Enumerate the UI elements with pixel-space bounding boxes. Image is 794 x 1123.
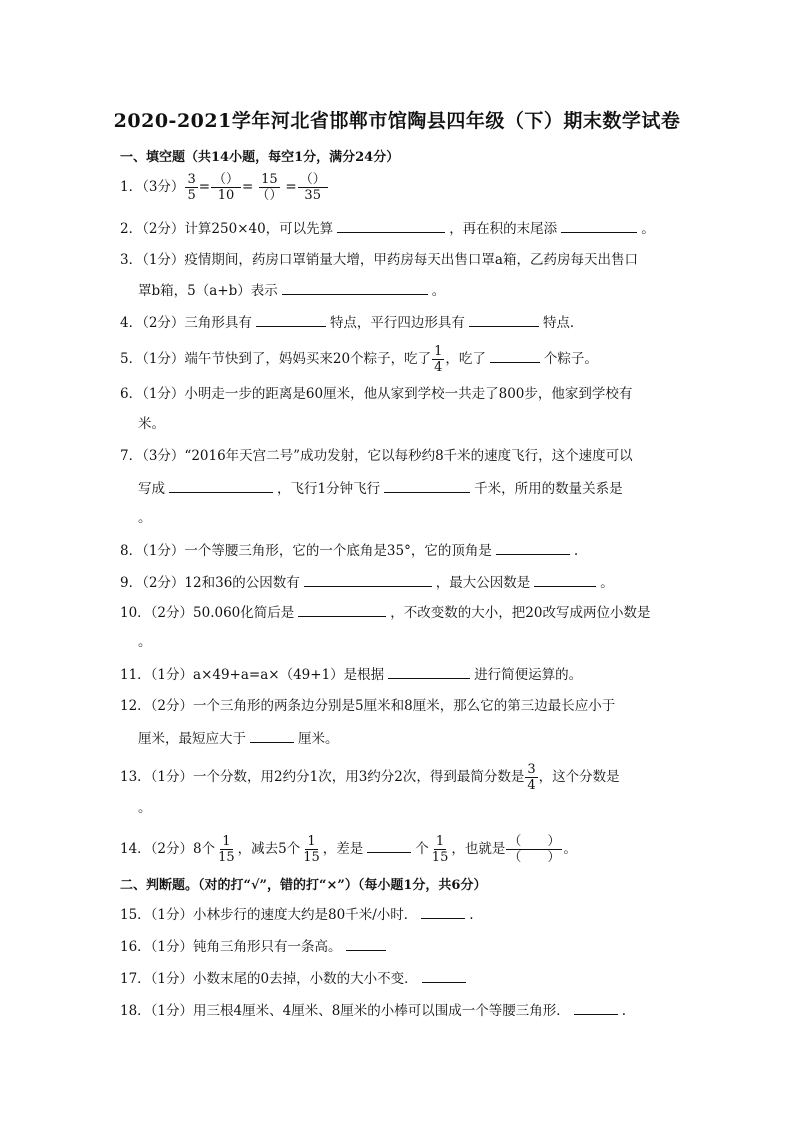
question-6-cont: 米。 bbox=[138, 416, 165, 432]
answer-blank[interactable] bbox=[574, 1000, 618, 1015]
fraction-blank[interactable]: $\frac{( )}{( )}$ bbox=[508, 834, 561, 865]
answer-blank[interactable] bbox=[169, 478, 273, 493]
answer-blank[interactable] bbox=[256, 312, 326, 327]
question-15: 15．（1分）小林步行的速度大约是80千米/小时． . bbox=[120, 904, 680, 925]
question-13-cont: 。 bbox=[138, 800, 152, 816]
question-2: 2．（2分）计算250×40，可以先算 ，再在积的末尾添 。 bbox=[120, 218, 680, 239]
question-11: 11．（1分）a×49+a=a×（49+1）是根据 进行简便运算的。 bbox=[120, 664, 680, 685]
question-7-cont2: 。 bbox=[138, 510, 152, 526]
question-9: 9．（2分）12和36的公因数有 ，最大公因数是 。 bbox=[120, 572, 680, 593]
question-8: 8．（1分）一个等腰三角形，它的一个底角是35°，它的顶角是 . bbox=[120, 540, 680, 561]
fraction: $\frac{3}{5}$ bbox=[187, 172, 196, 203]
answer-blank[interactable] bbox=[250, 728, 294, 743]
question-10: 10．（2分）50.060化简后是 ，不改变数的大小，把20改写成两位小数是 bbox=[120, 602, 680, 623]
fraction: $\frac{3}{4}$ bbox=[527, 762, 536, 793]
section-heading-true-false: 二、判断题。（对的打“√”，错的打“×”）（每小题1分，共6分） bbox=[120, 878, 487, 893]
answer-blank[interactable] bbox=[421, 904, 465, 919]
answer-blank[interactable] bbox=[367, 838, 411, 853]
question-1: 1．（3分） $\frac{3}{5}$ = $\frac{()}{10}$ = $\frac{15}{()}$ = $\frac{()}{35}$ bbox=[120, 172, 326, 203]
question-13: 13．（1分）一个分数，用2约分1次，用3约分2次，得到最简分数是 $\frac{3}{4}$ ，这个分数是 bbox=[120, 762, 620, 793]
question-5: 5．（1分）端午节快到了，妈妈买来20个粽子，吃了 $\frac{1}{4}$ ，吃了 个粽子。 bbox=[120, 344, 598, 375]
question-6: 6．（1分）小明走一步的距离是60厘米，他从家到学校一共走了800步，他家到学校有 bbox=[120, 386, 633, 402]
answer-blank[interactable] bbox=[490, 348, 540, 363]
answer-blank[interactable] bbox=[561, 218, 637, 233]
question-12: 12．（2分）一个三角形的两条边分别是5厘米和8厘米，那么它的第三边最长应小于 bbox=[120, 698, 616, 714]
answer-blank[interactable] bbox=[298, 602, 386, 617]
fraction: $\frac{()}{10}$ bbox=[213, 172, 240, 203]
fraction: $\frac{1}{15}$ bbox=[431, 834, 449, 865]
question-18: 18．（1分）用三根4厘米、4厘米、8厘米的小棒可以围成一个等腰三角形． . bbox=[120, 1000, 680, 1021]
question-3-cont: 罩b箱，5（a+b）表示 。 bbox=[138, 280, 445, 301]
answer-blank[interactable] bbox=[422, 968, 466, 983]
question-12-cont: 厘米，最短应大于 厘米。 bbox=[138, 728, 339, 749]
question-17: 17．（1分）小数末尾的0去掉，小数的大小不变． bbox=[120, 968, 680, 989]
answer-blank[interactable] bbox=[388, 664, 470, 679]
question-10-cont: 。 bbox=[138, 634, 152, 650]
answer-blank[interactable] bbox=[384, 478, 470, 493]
question-3: 3．（1分）疫情期间，药房口罩销量大增，甲药房每天出售口罩a箱，乙药房每天出售口 bbox=[120, 252, 638, 268]
question-7-cont: 写成 ，飞行1分钟飞行 千米，所用的数量关系是 bbox=[138, 478, 623, 499]
fraction: $\frac{()}{35}$ bbox=[299, 172, 326, 203]
fraction: $\frac{15}{()}$ bbox=[256, 172, 283, 203]
answer-blank[interactable] bbox=[346, 936, 386, 951]
question-4: 4．（2分）三角形具有 特点，平行四边形具有 特点． bbox=[120, 312, 680, 333]
question-7: 7．（3分）“2016年天宫二号”成功发射，它以每秒约8千米的速度飞行，这个速度可以 bbox=[120, 448, 633, 464]
answer-blank[interactable] bbox=[469, 312, 539, 327]
question-14: 14．（2分）8个 $\frac{1}{15}$ ，减去5个 $\frac{1}{15}$ ，差是 个 $\frac{1}{15}$ ，也就是 $\frac{( )}{( )}$ 。 bbox=[120, 834, 577, 865]
question-16: 16．（1分）钝角三角形只有一条高。 bbox=[120, 936, 680, 957]
answer-blank[interactable] bbox=[534, 572, 596, 587]
section-heading-fill-in: 一、填空题（共14小题，每空1分，满分24分） bbox=[120, 150, 400, 165]
q1-label: 1．（3分） bbox=[120, 179, 185, 195]
fraction: $\frac{1}{15}$ bbox=[218, 834, 235, 865]
answer-blank[interactable] bbox=[304, 572, 432, 587]
answer-blank[interactable] bbox=[337, 218, 445, 233]
answer-blank[interactable] bbox=[282, 280, 428, 295]
page-title: 2020-2021学年河北省邯郸市馆陶县四年级（下）期末数学试卷 bbox=[113, 110, 681, 132]
fraction: $\frac{1}{15}$ bbox=[303, 834, 320, 865]
answer-blank[interactable] bbox=[496, 540, 570, 555]
fraction: $\frac{1}{4}$ bbox=[434, 344, 443, 375]
